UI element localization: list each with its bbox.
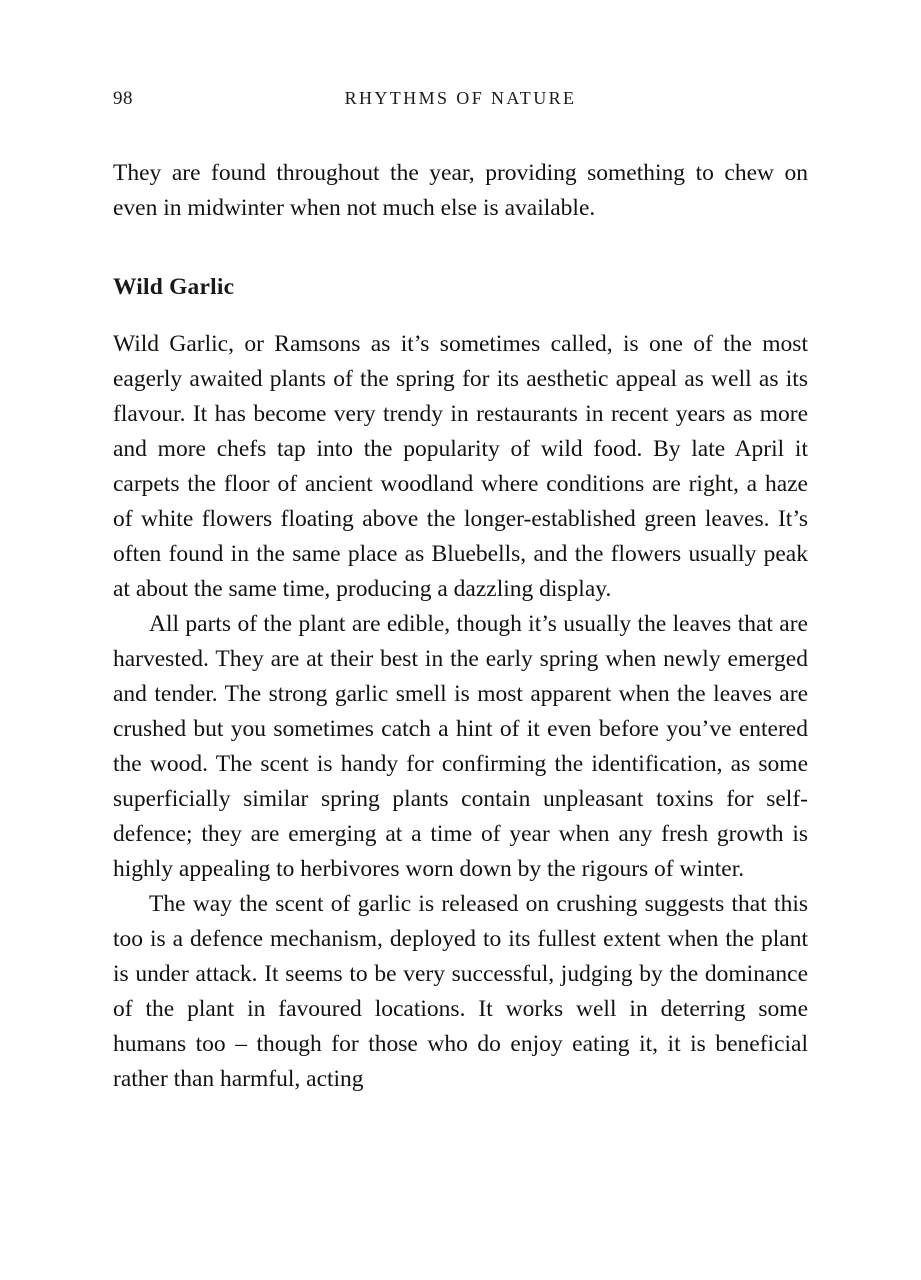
- spacer: [113, 226, 808, 270]
- running-head: [113, 88, 808, 118]
- section-heading-wild-garlic: Wild Garlic: [113, 274, 235, 300]
- paragraph-1: Wild Garlic, or Ramsons as it’s sometimes called, is one of the most eagerly awaited plants of the spring for its aesthetic appeal as well as its flavour. It has become very trendy in restaurants in recent years as more and more chefs tap into the popularity of wild food. By late April it carpets the floor of ancient woodland where conditions are right, a haze of white flowers floating above the longer-established green leaves. It’s often found in the same place as Bluebells, and the flowers usually peak at about the same time, producing a dazzling display.: [113, 331, 808, 602]
- body-text-column: [113, 156, 808, 1097]
- spacer: [113, 305, 808, 327]
- paragraph-3: The way the scent of garlic is released on crushing suggests that this too is a defence mechanism, deployed to its fullest extent when the plant is under attack. It seems to be very successful, judging by the dominance of the plant in favoured locations. It works well in deterring some humans too – though for those who do enjoy eating it, it is beneficial rather than harmful, acting: [113, 891, 808, 1092]
- page-number: 98: [113, 88, 133, 109]
- running-head-title: [113, 88, 808, 109]
- running-head-title-text: RHYTHMS OF NATURE: [344, 88, 577, 108]
- paragraph-2: All parts of the plant are edible, though it’s usually the leaves that are harvested. They are at their best in the early spring when newly emerged and tender. The strong garlic smell is most apparent when the leaves are crushed but you sometimes catch a hint of it even before you’ve entered the wood. The scent is handy for confirming the identification, as some superficially similar spring plants contain unpleasant toxins for self-defence; they are emerging at a time of year when any fresh growth is highly appealing to herbivores worn down by the rigours of winter.: [113, 611, 808, 882]
- paragraph-opening: They are found throughout the year, providing something to chew on even in midwinter when not much else is available.: [113, 160, 808, 221]
